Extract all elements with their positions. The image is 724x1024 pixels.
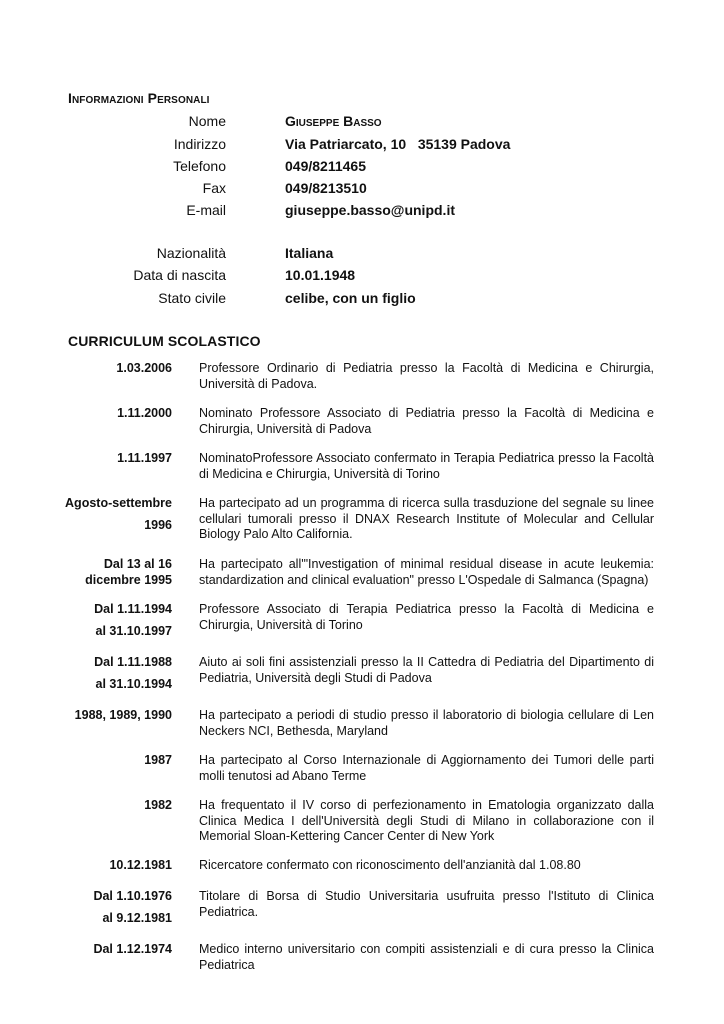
cv-entry-description: Ha partecipato ad un programma di ricerca sulla trasduzione del segnale su linee cellulari tumorali presso il DNAX Research Institute of Molecular and Cellular Biology Palo Alto California. bbox=[199, 496, 654, 541]
cv-entry-description: Medico interno universitario con compiti assistenziali e di cura presso la Clinica Pediatrica bbox=[199, 942, 654, 972]
cv-entry-description: Ha partecipato al Corso Internazionale di Aggiornamento dei Tumori delle parti molli tenutosi ad Abano Terme bbox=[199, 753, 654, 783]
cv-entry-description: Ha partecipato a periodi di studio presso il laboratorio di biologia cellulare di Len Neckers NCI, Bethesda, Maryland bbox=[199, 708, 654, 738]
cv-entry-description: Ha partecipato all'"Investigation of minimal residual disease in acute leukemia: standardization and clinical evaluation" presso L'Ospedale di Salmanca (Spagna) bbox=[199, 557, 654, 587]
cv-entry-date: Dal 1.12.1974 bbox=[93, 942, 172, 956]
personal-row-birthdate bbox=[0, 267, 724, 287]
field-label: E-mail bbox=[186, 202, 226, 218]
cv-entry-description: Nominato Professore Associato di Pediatria presso la Facoltà di Medicina e Chirurgia, Università di Padova bbox=[199, 406, 654, 436]
field-value-birthdate: 10.01.1948 bbox=[285, 267, 356, 283]
cv-entry-date: 1.11.1997 bbox=[117, 451, 172, 465]
cv-entry-date: Dal 1.10.1976 al 9.12.1981 bbox=[93, 889, 172, 925]
personal-row-phone bbox=[0, 158, 724, 178]
curriculum-heading: CURRICULUM SCOLASTICO bbox=[68, 333, 261, 349]
cv-entry-description: Titolare di Borsa di Studio Universitaria usufruita presso l'Istituto di Clinica Pediatrica. bbox=[199, 889, 654, 919]
personal-row-nationality bbox=[0, 245, 724, 265]
personal-row-civil-status bbox=[0, 290, 724, 310]
cv-entry-date: 1.11.2000 bbox=[117, 406, 172, 420]
personal-info-heading bbox=[68, 90, 210, 106]
field-label: Fax bbox=[202, 180, 226, 196]
field-value-civil-status: celibe, con un figlio bbox=[285, 290, 416, 306]
cv-entry-date: 1982 bbox=[144, 798, 172, 812]
field-label: Telefono bbox=[173, 158, 226, 174]
personal-row-email bbox=[0, 202, 724, 222]
cv-entry-date: Dal 13 al 16 dicembre 1995 bbox=[85, 557, 172, 587]
cv-entry-description: Ricercatore confermato con riconoscimento dell'anzianità dal 1.08.80 bbox=[199, 858, 581, 872]
cv-entry-date: 1.03.2006 bbox=[116, 361, 172, 375]
field-label: Nome bbox=[188, 113, 226, 129]
cv-entry-date: Dal 1.11.1988 al 31.10.1994 bbox=[94, 655, 172, 691]
personal-row-fax bbox=[0, 180, 724, 200]
personal-row-name bbox=[0, 113, 724, 133]
cv-entry-date: 10.12.1981 bbox=[109, 858, 172, 872]
field-value-fax: 049/8213510 bbox=[285, 180, 367, 196]
field-value-email: giuseppe.basso@unipd.it bbox=[285, 202, 455, 218]
field-value-name: Giuseppe Basso bbox=[285, 113, 382, 129]
cv-entry-description: Ha frequentato il IV corso di perfezionamento in Ematologia organizzato dalla Clinica Medica I dell'Università degli Studi di Milano in collaborazione con il Memorial Sloan-Kettering Cancer Center di New York bbox=[199, 798, 654, 843]
field-value-phone: 049/8211465 bbox=[285, 158, 366, 174]
field-label: Nazionalità bbox=[156, 245, 226, 261]
personal-heading-word-1: Informazioni bbox=[68, 90, 144, 106]
field-label: Stato civile bbox=[158, 290, 226, 306]
cv-entry-date: 1987 bbox=[144, 753, 172, 767]
cv-entry-description: Professore Associato di Terapia Pediatrica presso la Facoltà di Medicina e Chirurgia, Università di Torino bbox=[199, 602, 654, 632]
cv-entry-description: NominatoProfessore Associato confermato in Terapia Pediatrica presso la Facoltà di Medicina e Chirurgia, Università di Torino bbox=[199, 451, 654, 481]
cv-entry-date: Dal 1.11.1994 al 31.10.1997 bbox=[94, 602, 172, 638]
cv-entry-description: Aiuto ai soli fini assistenziali presso la II Cattedra di Pediatria del Dipartimento di Pediatria, Università degli Studi di Padova bbox=[199, 655, 654, 685]
personal-row-address bbox=[0, 136, 724, 156]
field-value-nationality: Italiana bbox=[285, 245, 334, 261]
cv-entry-date: Agosto-settembre 1996 bbox=[65, 496, 172, 532]
personal-heading-word-2: Personali bbox=[147, 90, 210, 106]
cv-entry-date: 1988, 1989, 1990 bbox=[74, 708, 172, 722]
field-label: Data di nascita bbox=[133, 267, 226, 283]
cv-entry-description: Professore Ordinario di Pediatria presso la Facoltà di Medicina e Chirurgia, Università di Padova. bbox=[199, 361, 654, 391]
field-label: Indirizzo bbox=[173, 136, 226, 152]
field-value-address: Via Patriarcato, 10 35139 Padova bbox=[285, 136, 511, 152]
